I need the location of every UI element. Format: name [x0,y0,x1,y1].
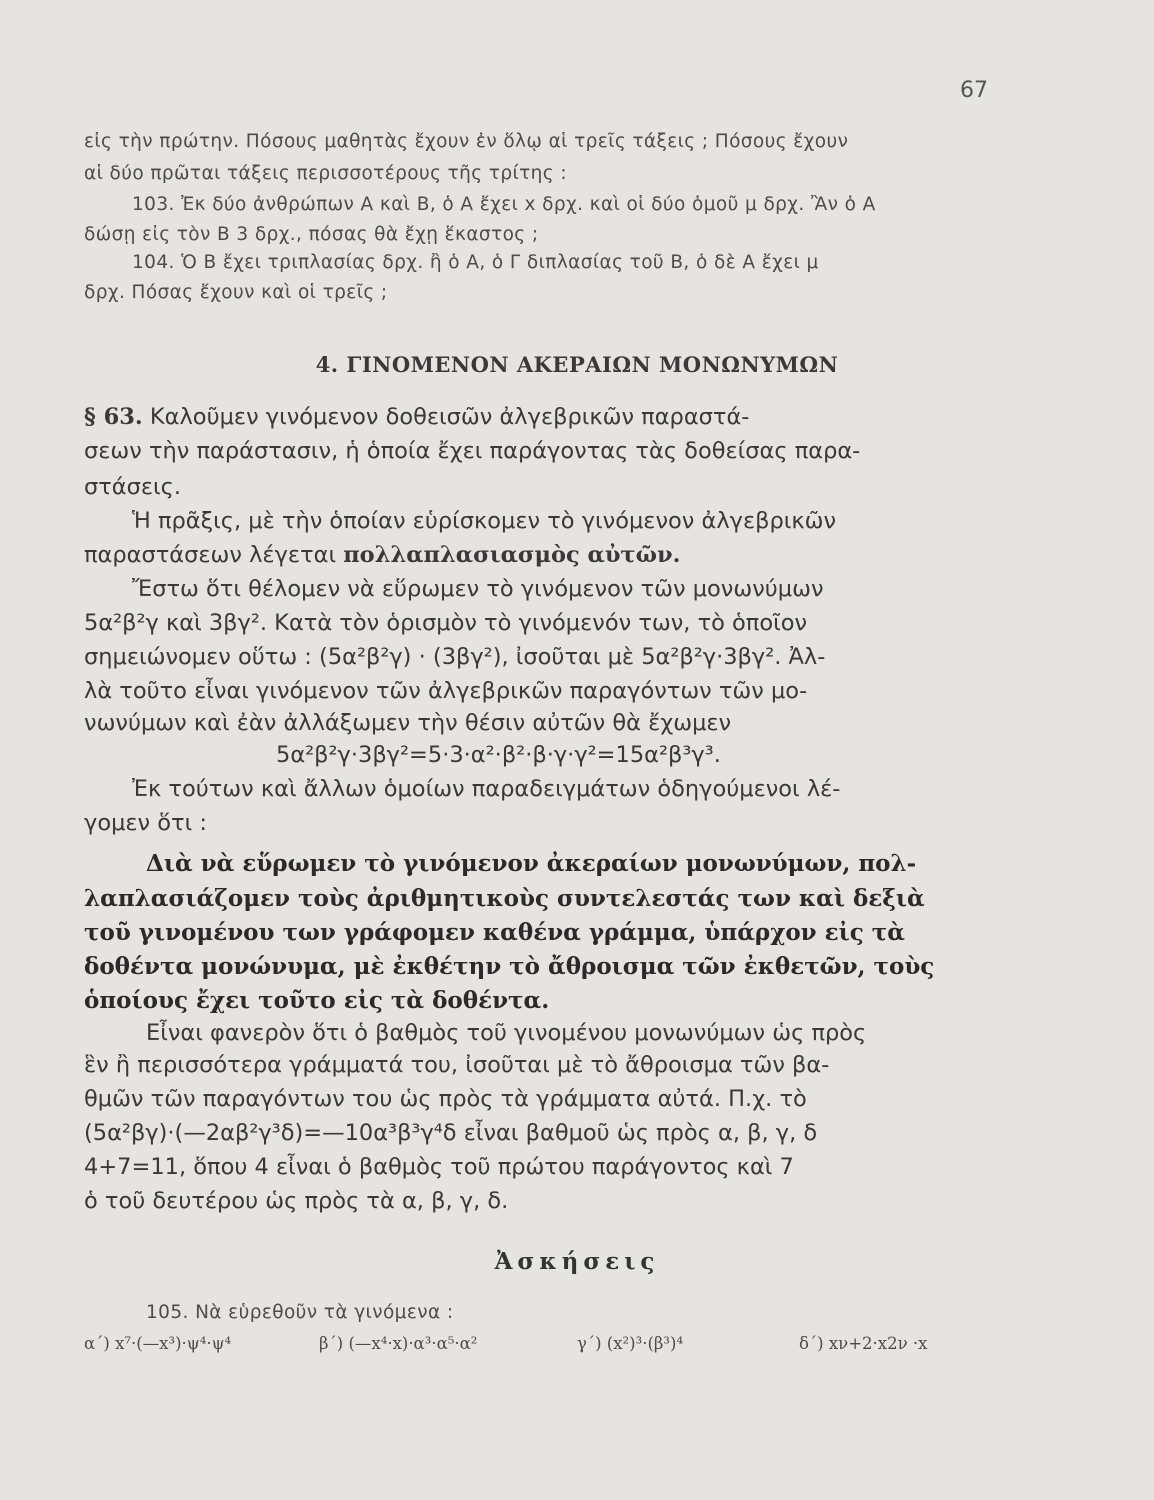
text-line: λὰ τοῦτο εἶναι γινόμενον τῶν ἀλγεβρικῶν παραγόντων τῶν μο- [84,678,808,704]
text-line [84,542,989,568]
text-line: νωνύμων καὶ ἐὰν ἀλλάξωμεν τὴν θέσιν αὐτῶν θὰ ἔχωμεν [84,710,732,736]
text-line: ἓν ἢ περισσότερα γράμματά του, ἰσοῦται μὲ τὸ ἄθροισμα τῶν βα- [84,1052,830,1078]
text-line: εἰς τὴν πρώτην. Πόσους μαθητὰς ἔχουν ἐν ὅλῳ αἱ τρεῖς τάξεις ; Πόσους ἔχουν [84,131,849,152]
section-text: Καλοῦμεν γινόμενον δοθεισῶν ἀλγεβρικῶν παραστά- [149,404,750,430]
exercise-104: 104. Ὁ Β ἔχει τριπλασίας δρχ. ἢ ὁ Α, ὁ Γ διπλασίας τοῦ Β, ὁ δὲ Α ἔχει μ [132,252,819,273]
text-line: δρχ. Πόσας ἔχουν καὶ οἱ τρεῖς ; [84,282,388,303]
exercises-title: Ἀσκήσεις [494,1248,660,1275]
section-63-line [84,404,989,430]
exercise-item: γ΄) (x²)³·(β³)⁴ [577,1334,684,1353]
rule-line: Διὰ νὰ εὕρωμεν τὸ γινόμενον ἀκεραίων μονωνύμων, πολ- [146,850,917,877]
text-line: ὁ τοῦ δευτέρου ὡς πρὸς τὰ α, β, γ, δ. [84,1188,509,1214]
text-line: σημειώνομεν οὕτω : (5α²β²γ) · (3βγ²), ἰσοῦται μὲ 5α²β²γ·3βγ². Ἀλ- [84,644,826,670]
text-line: Ἔστω ὅτι θέλομεν νὰ εὕρωμεν τὸ γινόμενον τῶν μονωνύμων [132,576,824,602]
text-line: (5α²βγ)·(—2αβ²γ³δ)=—10α³β³γ⁴δ εἶναι βαθμοῦ ὡς πρὸς α, β, γ, δ [84,1120,818,1146]
text-line: στάσεις. [84,474,182,500]
text-fragment: παραστάσεων λέγεται [84,542,344,568]
text-line: θμῶν τῶν παραγόντων του ὡς πρὸς τὰ γράμματα αὐτά. Π.χ. τὸ [84,1086,807,1112]
rule-line: ὁποίους ἔχει τοῦτο εἰς τὰ δοθέντα. [84,987,550,1014]
text-line: 4+7=11, ὅπου 4 εἶναι ὁ βαθμὸς τοῦ πρώτου παράγοντος καὶ 7 [84,1154,794,1180]
exercise-103: 103. Ἐκ δύο ἀνθρώπων Α καὶ Β, ὁ Α ἔχει x δρχ. καὶ οἱ δύο ὁμοῦ μ δρχ. Ἂν ὁ Α [132,194,876,215]
text-line: σεων τὴν παράστασιν, ἡ ὁποία ἔχει παράγοντας τὰς δοθείσας παρα- [84,438,861,464]
text-line: αἱ δύο πρῶται τάξεις περισσοτέρους τῆς τρίτης : [84,163,567,184]
text-line: Ἐκ τούτων καὶ ἄλλων ὁμοίων παραδειγμάτων ὁδηγούμενοι λέ- [132,776,841,802]
text-line: δώσῃ εἰς τὸν Β 3 δρχ., πόσας θὰ ἔχῃ ἕκαστος ; [84,224,539,245]
chapter-heading: 4. ΓΙΝΟΜΕΝΟΝ ΑΚΕΡΑΙΩΝ ΜΟΝΩΝΥΜΩΝ [315,352,839,377]
section-mark: § 63. [84,404,143,430]
exercise-items [84,1334,1084,1353]
exercise-item: δ΄) xν+2·x2ν ·x [799,1334,928,1353]
term-multiplication: πολλαπλασιασμὸς αὐτῶν. [343,542,681,568]
rule-line: τοῦ γινομένου των γράφομεν καθένα γράμμα, ὑπάρχον εἰς τὰ [84,919,905,946]
rule-line: λαπλασιάζομεν τοὺς ἀριθμητικοὺς συντελεστάς των καὶ δεξιὰ [84,885,925,912]
exercise-item: α΄) x⁷·(—x³)·ψ⁴·ψ⁴ [84,1334,232,1353]
text-line: Ἡ πρᾶξις, μὲ τὴν ὁποίαν εὑρίσκομεν τὸ γινόμενον ἀλγεβρικῶν [132,508,837,534]
exercise-105: 105. Νὰ εὑρεθοῦν τὰ γινόμενα : [146,1302,454,1323]
rule-line: δοθέντα μονώνυμα, μὲ ἐκθέτην τὸ ἄθροισμα τῶν ἐκθετῶν, τοὺς [84,953,935,980]
text-line: Εἶναι φανερὸν ὅτι ὁ βαθμὸς τοῦ γινομένου μονωνύμων ὡς πρὸς [146,1020,867,1046]
text-line: 5α²β²γ καὶ 3βγ². Κατὰ τὸν ὁρισμὸν τὸ γινόμενόν των, τὸ ὁποῖον [84,610,808,636]
formula: 5α²β²γ·3βγ²=5·3·α²·β²·β·γ·γ²=15α²β³γ³. [276,742,721,768]
text-line: γομεν ὅτι : [84,810,207,836]
page-number: 67 [960,78,988,103]
exercise-item: β΄) (—x⁴·x)·α³·α⁵·α² [319,1334,478,1353]
